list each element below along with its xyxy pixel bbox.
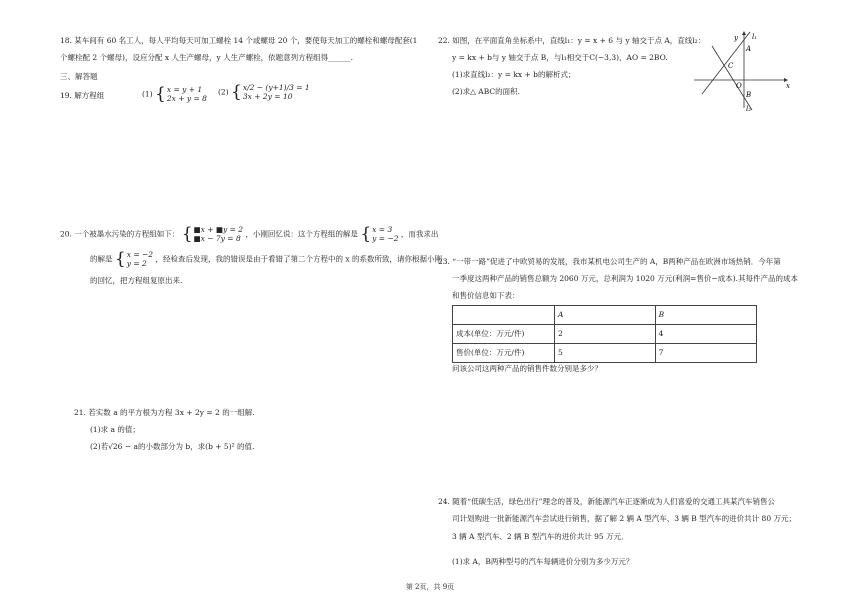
q20-text-a: 20. 一个被墨水污染的方程组如下： [60, 229, 180, 239]
coordinate-figure [690, 30, 800, 112]
q20-wrong-y: y = 2 [126, 258, 147, 268]
label-l1: l₁ [752, 33, 758, 41]
cost-price-table [452, 305, 757, 363]
q20-wrong-solution: { x = −2 y = 2 [114, 249, 154, 270]
table-header-row [453, 306, 757, 325]
q20-ink-system: { ■x + ■y = 2 ■x − 7y = 8 [181, 224, 244, 245]
q19-system2: { x/2 − (y+1)/3 = 1 3x + 2y = 10 [231, 82, 310, 103]
q24-line3: 3 辆 A 型汽车、2 辆 B 型汽车的进价共计 95 万元． [452, 532, 629, 541]
label-y: y [734, 34, 738, 42]
q19-eq3: x/2 − (y+1)/3 = 1 [242, 83, 310, 92]
q21-line1: 21. 若实数 a 的平方根为方程 3x + 2y = 2 的一组解. [74, 408, 255, 417]
q22-line2: y = kx + b与 y 轴交于点 B，与l₁相交于C(−3,3)，AO = 2BO. [452, 53, 668, 62]
table-header-cell: B [655, 306, 756, 325]
q20-text-d: 的解是 [90, 254, 113, 264]
q20-ink-eq2: ■x − 7y = 8 [193, 233, 241, 243]
q23-line2: 一季度这两种产品的销售总额为 2060 万元，总利润为 1020 万元(利润=售价−成本).其每件产品的成本 [452, 274, 799, 283]
q19-label: 19. 解方程组 [60, 91, 105, 100]
q20-wrong-x: x = −2 [126, 250, 154, 259]
label-C: C [728, 62, 734, 70]
q20-text-c: ，而我求出 [400, 229, 439, 239]
label-A: A [746, 45, 752, 53]
label-O: O [736, 82, 742, 90]
table-cell: 5 [555, 344, 656, 363]
label-B: B [746, 91, 752, 99]
q20-sol-y: y = −2 [372, 233, 399, 243]
q19-part2-tag: (2) [218, 87, 229, 97]
q22-line3: (1)求直线l₂：y = kx + b的解析式； [452, 70, 576, 79]
q20-text-e: ，经检查后发现，我的错误是由于看错了第二个方程中的 x 的系数所致，请你根据小刚 [155, 254, 442, 264]
section-heading: 三、解答题 [60, 72, 98, 81]
q21-line2: (1)求 a 的值； [90, 425, 140, 434]
q23-line3: 和售价信息如下表： [452, 291, 520, 300]
table-cell: 成本(单位：万元/件) [453, 325, 555, 344]
q20-line1 [60, 226, 438, 243]
q19-part1-tag: (1) [142, 89, 153, 99]
page-number: 第 2页，共 9页 [405, 583, 455, 591]
q19-system1: { x = y + 1 2x + y = 8 [155, 84, 207, 105]
q19-eq1: x = y + 1 [166, 85, 203, 94]
q18-line1: 18. 某车间有 60 名工人，每人平均每天可加工螺栓 14 个或螺母 20 个，要使每天加工的螺栓和螺母配套(1 [60, 36, 418, 45]
q20-correct-solution: { x = 3 y = −2 [360, 224, 399, 245]
q23-line1: 23. “一带一路”促进了中欧贸易的发展，我市某机电公司生产的 A，B两种产品在欧洲市场热销．今年第 [438, 257, 781, 266]
q19-eq4: 3x + 2y = 10 [242, 91, 293, 101]
q20-ink-eq1: ■x + ■y = 2 [193, 225, 244, 234]
q20-line3: 的回忆，把方程组复原出来. [90, 276, 183, 285]
label-l2: l₂ [746, 105, 752, 112]
table-header-cell [453, 306, 555, 325]
label-x: x [786, 82, 790, 90]
q24-line2: 司计划购进一批新能源汽车尝试进行销售，据了解 2 辆 A 型汽车、3 辆 B 型汽车的进价共计 80 万元； [452, 514, 796, 523]
y-axis-arrow [742, 31, 746, 35]
q19-part2 [218, 84, 310, 101]
q22-line1: 22. 如图，在平面直角坐标系中，直线l₁：y = x + 6 与 y 轴交于点 A，直线l₂： [438, 36, 706, 45]
table-cell: 2 [555, 325, 656, 344]
table-cell: 售价(单位：万元/件) [453, 344, 555, 363]
q23-question: 问该公司这两种产品的销售件数分别是多少？ [452, 364, 602, 373]
q19-eq2: 2x + y = 8 [166, 93, 207, 103]
q24-line1: 24. 随着“低碳生活，绿色出行”理念的普及，新能源汽车正逐渐成为人们喜爱的交通工具某汽车销售公 [438, 497, 775, 506]
table-cell: 4 [655, 325, 756, 344]
q19-part1 [142, 86, 207, 103]
table-row [453, 325, 757, 344]
q24-line4: (1)求 A，B两种型号的汽车每辆进价分别为多少万元？ [452, 557, 634, 566]
q20-sol-x: x = 3 [372, 225, 393, 234]
q20-text-b: ，小刚回忆说：这个方程组的解是 [245, 229, 358, 239]
q18-line2: 个螺栓配 2 个螺母)，设应分配 x 人生产螺母，y 人生产螺栓，依题意列方程组得______. [60, 53, 353, 62]
table-row [453, 344, 757, 363]
q22-line4: (2)求△ ABC的面积. [452, 87, 520, 96]
table-header-cell: A [555, 306, 656, 325]
line-l1 [702, 32, 750, 94]
q21-line3: (2)若√26 − a的小数部分为 b，求(b + 5)² 的值. [90, 442, 255, 451]
table-cell: 7 [655, 344, 756, 363]
q20-line2 [90, 251, 442, 268]
